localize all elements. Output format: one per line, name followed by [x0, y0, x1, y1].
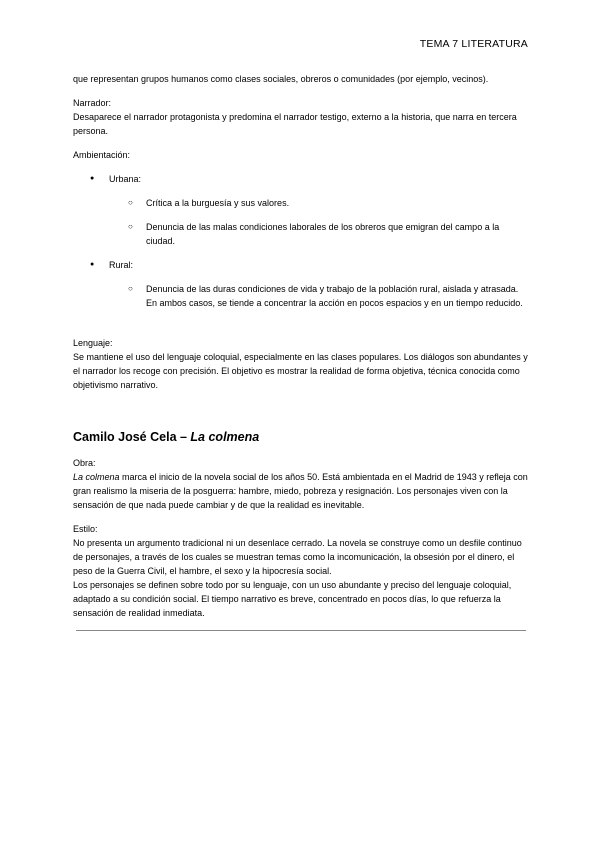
estilo-label: Estilo: [73, 524, 98, 534]
section-author: Camilo José Cela – [73, 430, 191, 444]
page-header: TEMA 7 LITERATURA [419, 38, 528, 50]
obra-text [73, 470, 528, 512]
hollow-bullet-icon: ○ [128, 222, 133, 231]
list-item-urbana-2 [73, 220, 528, 248]
ambientacion-label: Ambientación: [73, 150, 131, 160]
hollow-bullet-icon: ○ [128, 284, 133, 293]
narrador-label: Narrador: [73, 98, 112, 108]
hollow-bullet-icon: ○ [128, 198, 133, 207]
section-heading [73, 428, 528, 446]
urbana-item-2-text: Denuncia de las malas condiciones laborales de los obreros que emigran del campo a la ciudad. [146, 222, 500, 246]
document-body [73, 72, 528, 631]
obra-body: marca el inicio de la novela social de los años 50. Está ambientada en el Madrid de 1943 y refleja con gran realismo la miseria de la posguerra: hambre, miedo, pobreza y resignación. Los personajes viven con la sensación de que nada puede cambiar y de que la realidad es inevitable. [73, 472, 528, 510]
horizontal-divider [76, 630, 526, 631]
rural-note: En ambos casos, se tiende a concentrar la acción en pocos espacios y en un tiempo reducido. [146, 298, 523, 308]
intro-paragraph: que representan grupos humanos como clases sociales, obreros o comunidades (por ejemplo, vecinos). [73, 74, 489, 84]
estilo-paragraph-1: No presenta un argumento tradicional ni un desenlace cerrado. La novela se construye como un desfile continuo de personajes, a través de los cuales se muestran temas como la incomunicación, la obsesión por el dinero, el peso de la Guerra Civil, el hambre, el sexo y la hipocresía social. [73, 538, 522, 576]
narrador-text: Desaparece el narrador protagonista y predomina el narrador testigo, externo a la historia, que narra en tercera persona. [73, 112, 517, 136]
rural-item-1-text: Denuncia de las duras condiciones de vida y trabajo de la población rural, aislada y atrasada. [146, 284, 519, 294]
estilo-paragraph-2: Los personajes se definen sobre todo por su lenguaje, con un uso abundante y preciso del lenguaje coloquial, adaptado a su condición social. El tiempo narrativo es breve, concentrado en pocos días, lo que refuerza la sensación de realidad inmediata. [73, 580, 512, 618]
bullet-rural: ● Rural: [73, 258, 528, 272]
obra-title-italic: La colmena [73, 472, 120, 482]
list-item-rural-1 [73, 282, 528, 296]
obra-label: Obra: [73, 458, 96, 468]
bullet-urbana: ● Urbana: [73, 172, 528, 186]
lenguaje-label: Lenguaje: [73, 338, 113, 348]
lenguaje-text: Se mantiene el uso del lenguaje coloquial, especialmente en las clases populares. Los diálogos son abundantes y el narrador los recoge con precisión. El objetivo es mostrar la realidad de forma objetiva, técnica conocida como objetivismo narrativo. [73, 352, 528, 390]
section-work-title: La colmena [190, 430, 260, 444]
urbana-item-1-text: Crítica a la burguesía y sus valores. [146, 198, 290, 208]
list-item-urbana-1 [73, 196, 528, 210]
